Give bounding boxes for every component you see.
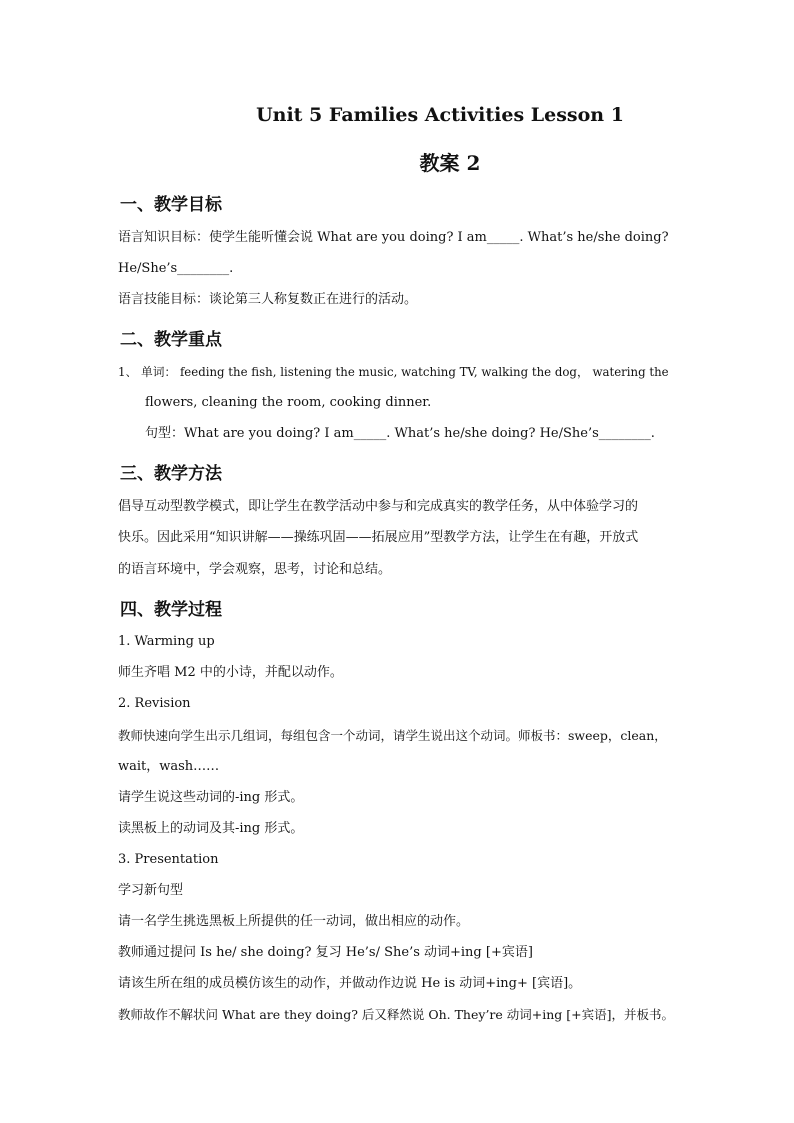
paragraph-line: 倡导互动型教学模式，即让学生在教学活动中参与和完成真实的教学任务，从中体验学习的	[118, 499, 639, 514]
document-title: Unit 5 Families Activities Lesson 1	[256, 104, 624, 126]
paragraph-line: 教师快速向学生出示几组词，每组包含一个动词，请学生说出这个动词。师板书：sweep，clean，	[118, 728, 667, 743]
paragraph-line: 1. Warming up	[118, 634, 215, 649]
paragraph-line: 师生齐唱 M2 中的小诗，并配以动作。	[118, 665, 343, 680]
paragraph-line: 句型：What are you doing? I am_____. What’s he/she doing? He/She’s________.	[145, 426, 655, 441]
paragraph-line: 的语言环境中，学会观察，思考，讨论和总结。	[118, 562, 392, 577]
paragraph-line: flowers, cleaning the room, cooking dinner.	[145, 395, 432, 410]
paragraph-line: 学习新句型	[118, 883, 184, 898]
paragraph-line: 1、 单词： feeding the fish, listening the music, watching TV, walking the dog， watering the	[118, 365, 669, 379]
section-heading-process: 四、教学过程	[120, 600, 222, 620]
document-subtitle: 教案 2	[419, 151, 481, 175]
paragraph-line: wait，wash……	[118, 759, 220, 774]
paragraph-line: 读黑板上的动词及其-ing 形式。	[118, 821, 304, 836]
section-heading-goals: 一、教学目标	[120, 195, 222, 215]
paragraph-line: 教师故作不解状问 What are they doing? 后又释然说 Oh. They’re 动词+ing [+宾语]，并板书。	[118, 1007, 674, 1022]
paragraph-line: 2. Revision	[118, 696, 191, 711]
paragraph-line: 请一名学生挑选黑板上所提供的任一动词，做出相应的动作。	[118, 914, 470, 929]
section-heading-focus: 二、教学重点	[120, 330, 222, 350]
paragraph-line: 快乐。因此采用“知识讲解——操练巩固——拓展应用”型教学方法，让学生在有趣，开放式	[118, 530, 639, 545]
paragraph-line: 请该生所在组的成员模仿该生的动作，并做动作边说 He is 动词+ing+ [宾语]。	[118, 976, 582, 991]
paragraph-line: 3. Presentation	[118, 852, 219, 867]
paragraph-line: 语言技能目标：谈论第三人称复数正在进行的活动。	[118, 292, 418, 307]
paragraph-line: 请学生说这些动词的-ing 形式。	[118, 790, 304, 805]
paragraph-line: He/She’s________.	[118, 261, 234, 276]
paragraph-line: 语言知识目标：使学生能听懂会说 What are you doing? I am_____. What’s he/she doing?	[118, 230, 669, 245]
section-heading-method: 三、教学方法	[120, 464, 222, 484]
paragraph-line: 教师通过提问 Is he/ she doing? 复习 He’s/ She’s 动词+ing [+宾语]	[118, 945, 533, 960]
